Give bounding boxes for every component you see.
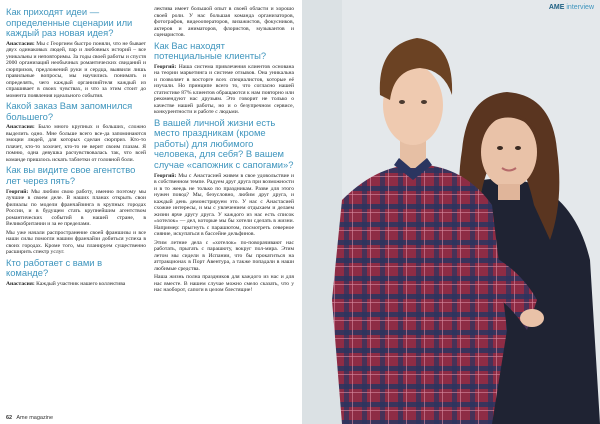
speaker-name: Анастасия:: [6, 40, 35, 47]
answer-text: Мы с Георгием быстро поняли, что не бывает двух одинаковых людей, пар и любовных историй – все уникальны и неповторимы. За годы своей работы и спустя 2000 организаций необычных романтических свиданий и сюрпризов, предложений руки и сердца, выявили лишь правильные вопросы, мы научились понимать и определять, чего каждый организийтеля каждый из спрашивает в своих чувствах, и что за этим стоит до момента появления идеального события.: [6, 40, 146, 99]
question-heading: В вашей личной жизни есть место праздникам (кроме работы) для любимого человека, для себя? В вашем случае «сапожник с сапогами»?: [154, 116, 294, 171]
answer-text: Мы уже начали распространение своей франшизы и все наши силы помогли нашим франчайзи добиться успеха в своих городах. Кроме того, мы планируем существенно расширить спектр услуг.: [6, 229, 146, 256]
answer-text: лектива имеет большой опыт в своей области и хорошо своей роли. У нас большая команда организаторов, фотографов, видеооператоров, визажистов, фокусников, актеров и аниматоров, флористов, музыкантов и сценаристов.: [154, 6, 294, 38]
question-heading: Как приходят идеи — определенные сценарии или каждый раз новая идея?: [6, 6, 133, 39]
speaker-name: Анастасия:: [6, 280, 35, 287]
answer-paragraph: [6, 230, 146, 256]
man-shirt: [332, 164, 507, 424]
speaker-name: Георгий:: [154, 63, 177, 70]
right-text-column: [154, 6, 294, 296]
answer-paragraph: [6, 41, 146, 100]
answer-text: Этим летние дела с «хотелок» по-поворачивают нас работать, прыгать с парашюту, вокруг пол-мира. Этим летом мы сидели в Испании, что бы прокатиться на аттракционах в Порт Авентура, а также попадали в наши любимые средства.: [154, 239, 294, 272]
answer-paragraph: [154, 274, 294, 294]
couple-illustration: [302, 0, 600, 424]
speaker-name: Георгий:: [154, 172, 177, 179]
answer-text: Мы любим свою работу, именно поэтому мы лучшие в своем деле. В наших планах открыть свои филиалы по модели франчайзинга в крупных городах России, и в будущем стать крупнейшим агентством романтических событий в нашей стране, в Великобритании и за ее пределами.: [6, 188, 146, 228]
question-heading: Кто работает с вами в команде?: [6, 256, 103, 279]
magazine-brand: AME interview: [548, 4, 594, 11]
left-text-column: [6, 6, 146, 289]
question-heading: Как Вас находят потенциальные клиенты?: [154, 39, 267, 62]
speaker-name: Георгий:: [6, 188, 29, 195]
speaker-name: Анастасия:: [6, 124, 35, 131]
answer-paragraph: [154, 173, 294, 238]
question-heading: Как вы видите свое агентство лет через пять?: [6, 164, 136, 187]
answer-paragraph: [6, 189, 146, 228]
question-heading: Какой заказ Вам запомнился большего?: [6, 100, 133, 122]
page-number: 62: [6, 415, 13, 421]
interview-photo: [302, 0, 600, 424]
answer-paragraph: [154, 6, 294, 39]
answer-paragraph: [154, 64, 294, 116]
answer-text: Было много крупных и больших, сложно выделить одно. Мне больше всего все-да запоминаются эмоции людей, для которых сделан сюрприз. Кто-то плачет, кто-то хохочет, кто-то не верит своим глазам. Я помню, одна девушка расчувствовалась так, что всей команде пришлось искать таблетки от головной боли.: [6, 124, 146, 163]
answer-paragraph: [154, 240, 294, 273]
answer-paragraph: [6, 281, 146, 288]
answer-text: Наша жизнь полна праздников для каждого из нас и для нас вместе. В нашем случае можно смело сказать, что у нас наоборот, сапоги в целом блестящие!: [154, 274, 294, 294]
woman-face: [481, 116, 537, 188]
answer-text: Каждый участник нашего коллектива: [34, 280, 126, 287]
answer-paragraph: [6, 124, 146, 163]
answer-text: Мы с Анастасией живем в свое удовольствие и в собственном темпе. Радуем друг друга при возможности и в то жеедь не только по праздникам. Разве для этого нужен повод? Мы, безусловно, любим друг друга, и каждый день демонстрируем это. У нас с Анастасией схожие интересы, и мы с увлечением отдыхаем и делаем жизни ярче другу друга. У каждого из нас есть список «хотелок» — дел, которые мы бы хотели сделать в жизни. Например: прыгнуть с парашютом, посмотреть северное сияние, искупаться в бассейне дельфинов.: [154, 172, 294, 238]
page-footer: [6, 415, 53, 421]
answer-text: Наша система привлечения клиентов основана на теории маркетинга и системе отзывов. Она уникальна и позволяет в восторге всех специалистов, которые её изучали. Но принципе всего то, что согласно нашей статистике 87% клиентов обращаются к нам повторно или рекомендуют нас друзьям. Это говорит не только о качестве нашей работы, но и о безупречном сервисе, конкурентности и работе с людьми.: [154, 63, 294, 116]
magazine-name: Ame magazine: [16, 415, 54, 421]
